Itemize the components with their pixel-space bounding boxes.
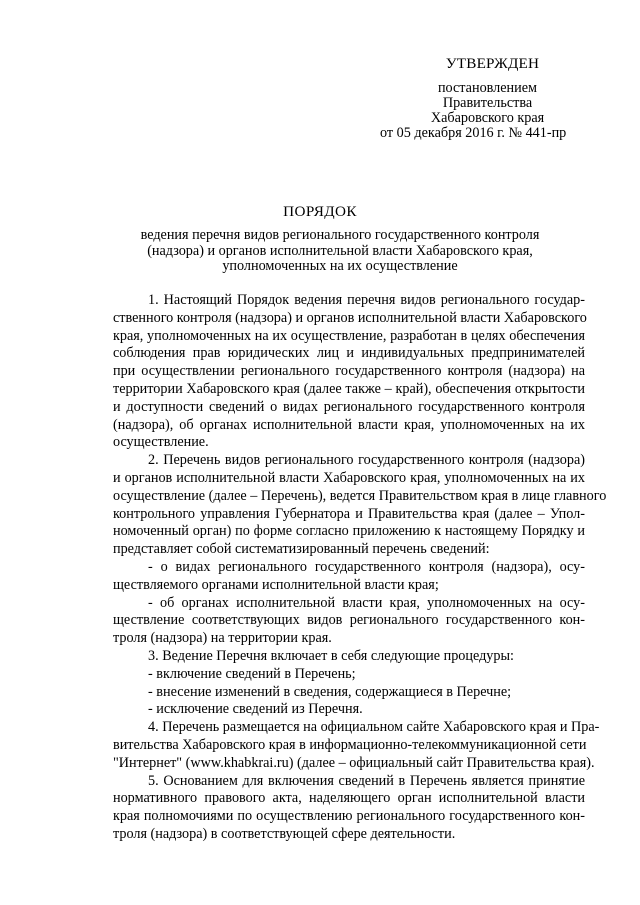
subtitle-line: ведения перечня видов регионального государственного контроля xyxy=(140,227,540,243)
paragraph-p3c xyxy=(113,701,585,719)
document-title: ПОРЯДОК xyxy=(283,203,357,220)
paragraph-line: 1. Настоящий Порядок ведения перечня видов регионального государ- xyxy=(148,292,585,308)
paragraph-p2 xyxy=(113,452,607,559)
paragraph-line: "Интернет" (www.khabkrai.ru) (далее – официальный сайт Правительства края). xyxy=(113,754,595,771)
paragraph-line: представляет собой систематизированный перечень сведений: xyxy=(113,541,490,558)
paragraph-line: 3. Ведение Перечня включает в себя следующие процедуры: xyxy=(148,647,514,664)
paragraph-p2b xyxy=(113,595,585,648)
paragraph-p2a xyxy=(113,559,585,595)
paragraph-line: троля (надзора) в соответствующей сфере деятельности. xyxy=(113,825,456,842)
approval-line-3: Хабаровского края xyxy=(430,110,545,126)
paragraph-line: троля (надзора) на территории края. xyxy=(113,630,332,647)
paragraph-p3a xyxy=(113,666,585,684)
approval-block xyxy=(380,55,585,141)
paragraph-p1 xyxy=(113,292,585,452)
paragraph-line: при осуществлении регионального государственного контроля (надзора) на xyxy=(113,363,585,380)
paragraph-line: ственного контроля (надзора) и органов исполнительной власти Хабаровского xyxy=(113,309,587,326)
paragraph-line: края полномочиями по осуществлению регионального государственного кон- xyxy=(113,808,585,825)
document-body xyxy=(113,292,607,844)
approval-heading: УТВЕРЖДЕН xyxy=(445,55,540,72)
approval-date-line: от 05 декабря 2016 г. № 441-пр xyxy=(380,125,567,141)
paragraph-line: осуществление. xyxy=(113,434,209,451)
paragraph-line: нормативного правового акта, наделяющего орган исполнительной власти xyxy=(113,790,585,807)
paragraph-line: 2. Перечень видов регионального государственного контроля (надзора) xyxy=(148,452,585,469)
approval-line-1: постановлением xyxy=(437,80,538,96)
paragraph-line: ществление соответствующих видов регионального государственного кон- xyxy=(113,612,585,629)
paragraph-line: ществляемого органами исполнительной власти края; xyxy=(113,576,439,593)
paragraph-line: осуществление (далее – Перечень), ведется Правительством края в лице главного xyxy=(113,487,607,504)
paragraph-p4 xyxy=(113,719,600,772)
paragraph-line: - об органах исполнительной власти края, уполномоченных на осу- xyxy=(148,594,585,611)
paragraph-line: - исключение сведений из Перечня. xyxy=(148,701,363,718)
paragraph-line: края, уполномоченных на их осуществление, разработан в целях обеспечения xyxy=(113,327,585,344)
paragraph-line: - внесение изменений в сведения, содержащиеся в Перечне; xyxy=(148,683,512,700)
paragraph-line: вительства Хабаровского края в информационно-телекоммуникационной сети xyxy=(113,736,587,753)
document-subtitle xyxy=(120,228,560,275)
paragraph-line: (надзора), об органах исполнительной власти края, уполномоченных на их xyxy=(113,416,585,433)
paragraph-p5 xyxy=(113,773,585,844)
paragraph-line: и органов исполнительной власти Хабаровского края, уполномоченных на их xyxy=(113,469,585,486)
paragraph-line: 4. Перечень размещается на официальном сайте Хабаровского края и Пра- xyxy=(148,719,600,736)
paragraph-line: - включение сведений в Перечень; xyxy=(148,665,356,682)
paragraph-line: соблюдения прав юридических лиц и индивидуальных предпринимателей xyxy=(113,345,585,362)
paragraph-line: территории Хабаровского края (далее также – край), обеспечения открытости xyxy=(113,380,585,397)
paragraph-line: контрольного управления Губернатора и Правительства края (далее – Упол- xyxy=(113,505,585,522)
paragraph-line: номоченный орган) по форме согласно приложению к настоящему Порядку и xyxy=(113,523,585,540)
paragraph-p3 xyxy=(113,648,585,666)
paragraph-line: - о видах регионального государственного контроля (надзора), осу- xyxy=(148,558,585,575)
approval-line-2: Правительства xyxy=(442,95,533,111)
paragraph-line: 5. Основанием для включения сведений в Перечень является принятие xyxy=(148,772,585,789)
paragraph-line: и доступности сведений о видах регионального государственного контроля xyxy=(113,398,585,415)
paragraph-p3b xyxy=(113,684,585,702)
subtitle-line: уполномоченных на их осуществление xyxy=(222,258,458,274)
subtitle-line: (надзора) и органов исполнительной власти Хабаровского края, xyxy=(147,242,533,259)
